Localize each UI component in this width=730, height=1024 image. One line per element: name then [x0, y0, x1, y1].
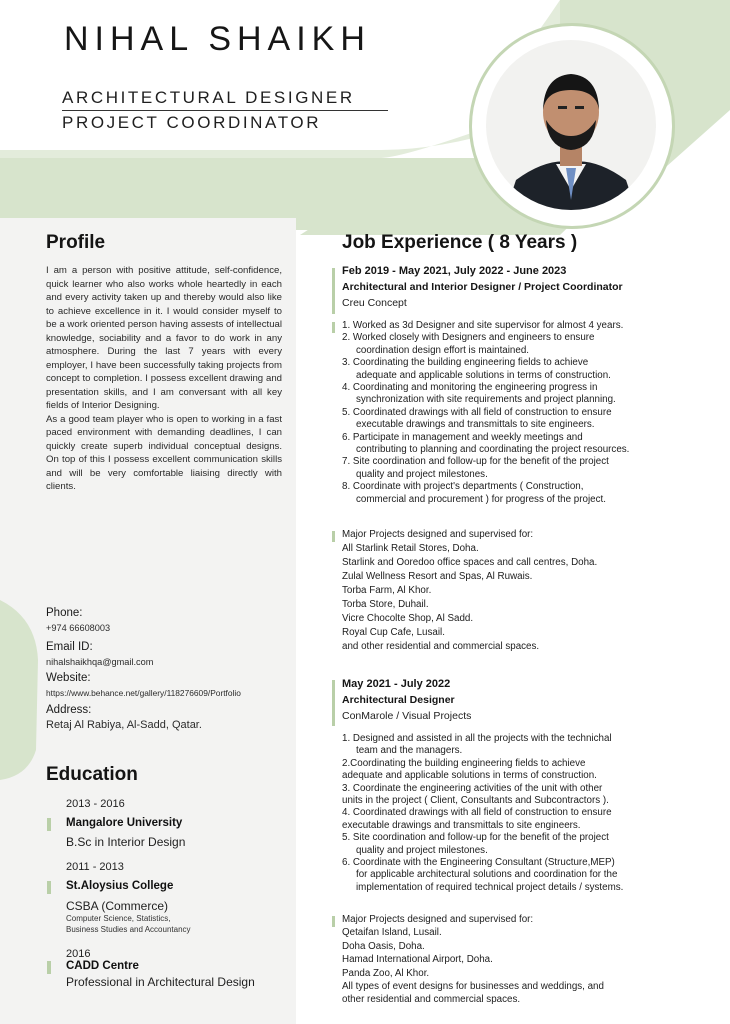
duty-cont: synchronization with site requirements and project planning. — [356, 394, 616, 406]
duty: 3. Coordinate the engineering activities of the unit with other — [342, 782, 603, 794]
job-2-marker — [332, 680, 335, 726]
duty: 1. Worked as 3d Designer and site supervisor for almost 4 years. — [342, 320, 624, 331]
job-1-duties-marker — [332, 322, 335, 333]
job-2-projects-marker — [332, 916, 335, 927]
duty: 1. Designed and assisted in all the projects with the technichal — [342, 733, 612, 744]
duty: 6. Participate in management and weekly meetings and — [342, 431, 583, 443]
duty: 4. Coordinating and monitoring the engineering progress in — [342, 382, 598, 394]
profile-text — [46, 264, 282, 494]
duty-cont: for applicable architectural solutions and coordination for the — [356, 869, 618, 881]
duty-cont: adequate and applicable solutions in terms of construction. — [342, 770, 597, 782]
edu-1-marker — [47, 818, 51, 831]
edu-2-degree: CSBA (Commerce) — [66, 899, 169, 913]
job-2-period: May 2021 - July 2022 — [342, 678, 451, 690]
project-item: Royal Cup Cafe, Lusail. — [342, 627, 445, 638]
duty: 4. Coordinated drawings with all field of construction to ensure — [342, 807, 612, 819]
website-link[interactable]: https://www.behance.net/gallery/118276609/Portfolio — [46, 688, 241, 698]
job-2-title: Architectural Designer — [342, 694, 455, 706]
project-item: Hamad International Airport, Doha. — [342, 954, 493, 966]
duty-cont: commercial and procurement ) for progress of the project. — [356, 493, 606, 505]
job-title-1: ARCHITECTURAL DESIGNER — [62, 88, 355, 107]
job-1-marker — [332, 268, 335, 314]
duty-cont: executable drawings and transmittals to site engineers. — [342, 819, 581, 831]
job-1-company: Creu Concept — [342, 297, 407, 309]
project-item: All Starlink Retail Stores, Doha. — [342, 543, 479, 554]
phone-label: Phone: — [46, 607, 83, 619]
duty: 5. Site coordination and follow-up for the benefit of the project — [342, 832, 609, 844]
duty: 8. Coordinate with project's departments ( Construction, — [342, 481, 584, 493]
job-1-title: Architectural and Interior Designer / Project Coordinator — [342, 281, 623, 293]
duty: 2. Worked closely with Designers and engineers to ensure — [342, 332, 595, 344]
edu-2-detail-1: Computer Science, Statistics, — [66, 914, 171, 923]
job-1-projects — [342, 528, 702, 654]
person-name: NIHAL SHAIKH — [64, 20, 371, 58]
edu-1-school: Mangalore University — [66, 817, 183, 829]
profile-heading: Profile — [46, 232, 106, 253]
duty-cont: quality and project milestones. — [356, 468, 488, 480]
duty-cont: contributing to planning and coordinating the project resources. — [356, 444, 630, 456]
profile-paragraph-2: As a good team player who is open to working in a fast paced environment with demanding deadlines, I can quickly create superb individual conceptual designs. On top of this I possess excellent communication skills and will be very comfortable liaising directly with clients. — [46, 413, 282, 492]
job-1 — [342, 265, 702, 309]
job-1-period: Feb 2019 - May 2021, July 2022 - June 2023 — [342, 265, 567, 277]
edu-2-school: St.Aloysius College — [66, 880, 174, 892]
duty-cont: executable drawings and transmittals to site engineers. — [356, 419, 595, 431]
job-2-company: ConMarole / Visual Projects — [342, 710, 472, 722]
project-item: Vicre Chocolte Shop, Al Sadd. — [342, 613, 474, 624]
duty: 7. Site coordination and follow-up for the benefit of the project — [342, 456, 609, 468]
edu-2-marker — [47, 881, 51, 894]
job-1-duties — [342, 320, 702, 506]
duty-cont: units in the project ( Client, Consultants and Subcontractors ). — [342, 795, 609, 807]
duty: 6. Coordinate with the Engineering Consultant (Structure,MEP) — [342, 857, 615, 869]
job-2-projects — [342, 913, 702, 1007]
projects-heading: Major Projects designed and supervised for: — [342, 529, 534, 540]
edu-1-degree: B.Sc in Interior Design — [66, 835, 186, 849]
project-item: Panda Zoo, Al Khor. — [342, 967, 430, 979]
project-item: Torba Store, Duhail. — [342, 599, 429, 610]
job-2-duties — [342, 733, 702, 894]
person-photo-icon — [486, 40, 656, 210]
address-value: Retaj Al Rabiya, Al-Sadd, Qatar. — [46, 719, 202, 731]
email-label: Email ID: — [46, 641, 93, 653]
edu-3-marker — [47, 961, 51, 974]
website-label: Website: — [46, 672, 91, 684]
project-item: Torba Farm, Al Khor. — [342, 585, 432, 596]
duty-cont: adequate and applicable solutions in terms of construction. — [356, 369, 611, 381]
duty-cont: coordination design effort is maintained. — [356, 344, 530, 356]
edu-3-degree: Professional in Architectural Design — [66, 975, 255, 989]
project-item: and other residential and commercial spaces. — [342, 641, 540, 652]
email-value[interactable]: nihalshaikhqa@gmail.com — [46, 657, 154, 667]
duty-cont: implementation of required technical project details / systems. — [356, 881, 624, 893]
left-accent-shape — [0, 600, 40, 780]
duty: 5. Coordinated drawings with all field of construction to ensure — [342, 406, 612, 418]
edu-1-years: 2013 - 2016 — [66, 798, 125, 810]
project-item: Qetaifan Island, Lusail. — [342, 927, 442, 939]
duty: 3. Coordinating the building engineering fields to achieve — [342, 357, 589, 369]
project-item: All types of event designs for businesses and weddings, and — [342, 981, 604, 993]
education-heading: Education — [46, 764, 138, 785]
duty-cont: quality and project milestones. — [356, 844, 488, 856]
edu-2-years: 2011 - 2013 — [66, 861, 124, 873]
avatar — [486, 40, 656, 210]
project-item: Zulal Wellness Resort and Spas, Al Ruwais. — [342, 571, 533, 582]
duty: 2.Coordinating the building engineering fields to achieve — [342, 757, 586, 769]
projects-heading: Major Projects designed and supervised for: — [342, 914, 534, 925]
title-divider — [62, 110, 388, 111]
job-title-2: PROJECT COORDINATOR — [62, 113, 322, 132]
job-1-projects-marker — [332, 531, 335, 542]
project-item: other residential and commercial spaces. — [342, 994, 521, 1006]
profile-paragraph-1: I am a person with positive attitude, self-confidence, quick learner who also works whole heartedly in each and every activity taken up and thereby would also like to achieve excellence in it. I would consider myself to be a work oriented person having assests of intellectual knowledge, sociability and a favor to do work in any atmosphere. During the last 7 years with every employer, I have been successfully taking projects from concept to completion. I possess excellent drawing and presentation skills, and I am conversant with all key fields of Interior Designing. — [46, 265, 282, 411]
project-item: Doha Oasis, Doha. — [342, 940, 425, 952]
experience-heading: Job Experience ( 8 Years ) — [342, 232, 578, 253]
address-label: Address: — [46, 704, 92, 716]
edu-3-years: 2016 — [66, 948, 91, 960]
job-2 — [342, 678, 702, 722]
duty-cont: team and the managers. — [356, 745, 463, 757]
edu-3-school: CADD Centre — [66, 960, 139, 972]
project-item: Starlink and Ooredoo office spaces and call centres, Doha. — [342, 557, 598, 568]
phone-value: +974 66608003 — [46, 623, 111, 633]
edu-2-detail-2: Business Studies and Accountancy — [66, 925, 191, 934]
